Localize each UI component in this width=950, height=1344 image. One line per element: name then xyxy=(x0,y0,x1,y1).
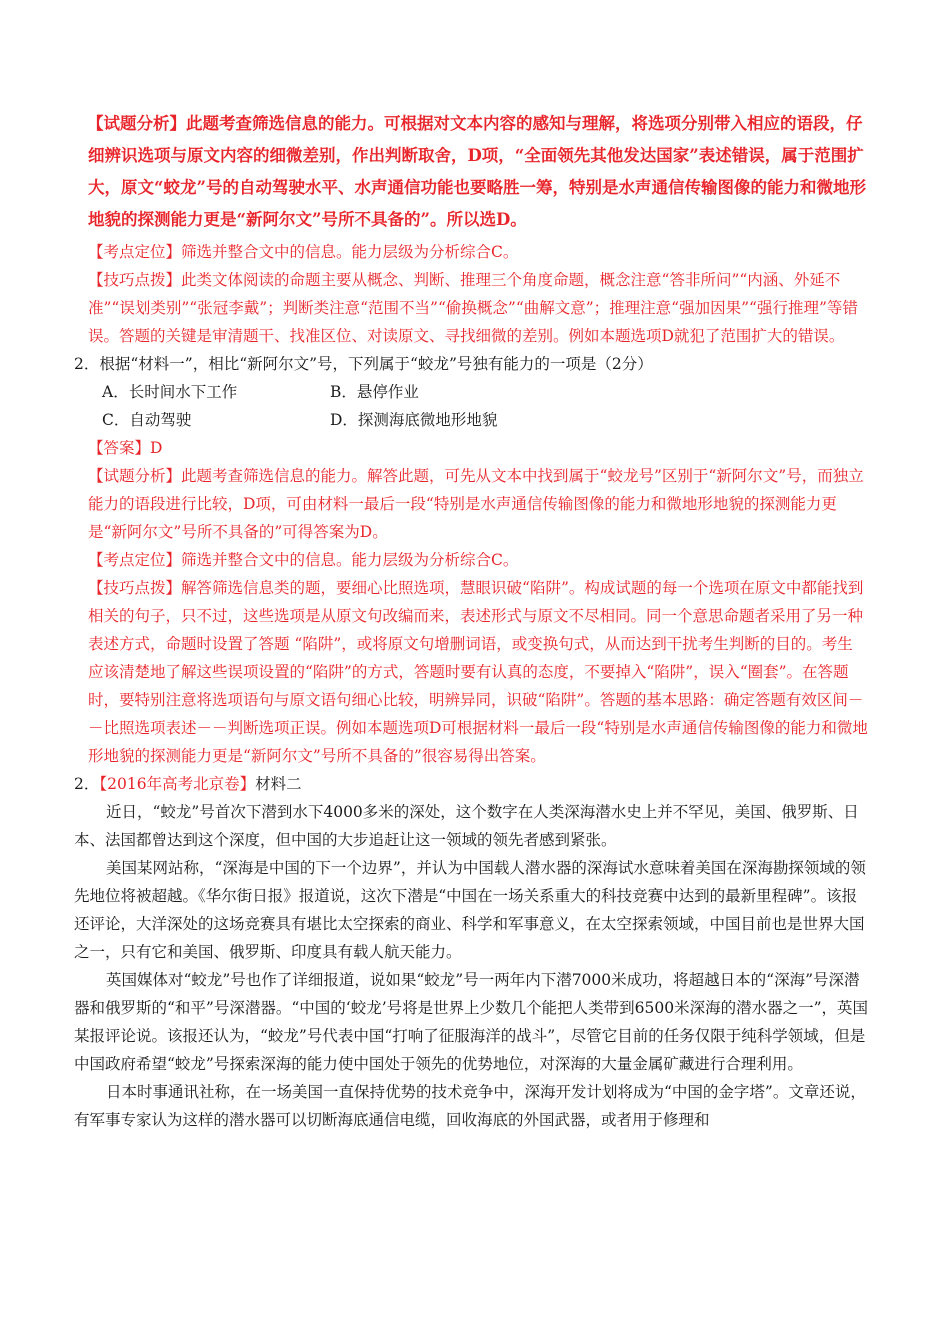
material-paragraph-4: 日本时事通讯社称，在一场美国一直保持优势的技术竞争中，深海开发计划将成为“中国的金字塔”。文章还说，有军事专家认为这样的潜水器可以切断海底通信电缆，回收海底的外国武器，或者用于修理和 xyxy=(74,1083,866,1129)
material-paragraph-3: 英国媒体对“蛟龙”号也作了详细报道，说如果“蛟龙”号一两年内下潜7000米成功，将超越日本的“深海”号深潜器和俄罗斯的“和平”号深潜器。“中国的‘蛟龙’号将是世界上少数几个能把人类带到6500米深海的潜水器之一”，英国某报评论说。该报还认为，“蛟龙”号代表中国“打响了征服海洋的战斗”，尽管它目前的任务仅限于纯科学领域，但是中国政府希望“蛟龙”号探索深海的能力使中国处于领先的优势地位，对深海的大量金属矿藏进行合理利用。 xyxy=(74,971,869,1073)
point-label-1: 【考点定位】 xyxy=(88,243,182,261)
material-paragraph-1: 近日，“蛟龙”号首次下潜到水下4000多米的深处，这个数字在人类深海潜水史上并不罕见，美国、俄罗斯、日本、法国都曾达到这个深度，但中国的大步追赶让这一领域的领先者感到紧张。 xyxy=(74,803,859,849)
analysis-paragraph-2 xyxy=(88,462,868,546)
answer-text: D xyxy=(150,439,163,457)
option-c: C．自动驾驶 xyxy=(102,411,192,429)
point-paragraph-1 xyxy=(88,238,868,266)
point-text-1: 筛选并整合文中的信息。能力层级为分析综合C。 xyxy=(181,243,519,261)
point-text-2: 筛选并整合文中的信息。能力层级为分析综合C。 xyxy=(181,551,519,569)
analysis-text-2: 此题考查筛选信息的能力。解答此题，可先从文本中找到属于“蛟龙号”区别于“新阿尔文”号，而独立能力的语段进行比较，D项，可由材料一最后一段“特别是水声通信传输图像的能力和微地形地貌的探测能力更是“新阿尔文”号所不具备的”可得答案为D。 xyxy=(88,467,864,541)
material-heading-source: 【2016年高考北京卷】 xyxy=(99,775,256,793)
document-page xyxy=(74,108,869,1134)
skill-text-2: 解答筛选信息类的题，要细心比照选项，慧眼识破“陷阱”。构成试题的每一个选项在原文中都能找到相关的句子，只不过，这些选项是从原文句改编而来，表述形式与原文不尽相同。同一个意思命题者采用了另一种表述方式，命题时设置了答题 “陷阱”，或将原文句增删词语，或变换句式，从而达到干扰考生判断的目的。考生应该清楚地了解这些误项设置的“陷阱”的方式，答题时要有认真的态度，不要掉入“陷阱”，误入“圈套”。在答题时，要特别注意将选项语句与原文语句细心比较，明辨异同，识破“陷阱”。答题的基本思路：确定答题有效区间－－比照选项表述－－判断选项正误。例如本题选项D可根据材料一最后一段“特别是水声通信传输图像的能力和微地形地貌的探测能力更是“新阿尔文”号所不具备的”很容易得出答案。 xyxy=(88,579,868,765)
material-paragraph-2: 美国某网站称，“深海是中国的下一个边界”，并认为中国载人潜水器的深海试水意味着美国在深海勘探领域的领先地位将被超越。《华尔街日报》报道说，这次下潜是“中国在一场关系重大的科技竞赛中达到的最新里程碑”。该报还评论，大洋深处的这场竞赛具有堪比太空探索的商业、科学和军事意义，在太空探索领域，中国目前也是世界大国之一，只有它和美国、俄罗斯、印度具有载人航天能力。 xyxy=(74,859,866,961)
options-row-1 xyxy=(102,378,868,406)
answer-label: 【答案】 xyxy=(88,439,151,457)
analysis-paragraph-1 xyxy=(88,108,868,236)
skill-text-1: 此类文体阅读的命题主要从概念、判断、推理三个角度命题，概念注意“答非所问”“内涵、外延不准”“误划类别”“张冠李戴”；判断类注意“范围不当”“偷换概念”“曲解文意”；推理注意“强加因果”“强行推理”等错误。答题的关键是审清题干、找准区位、对读原文、寻找细微的差别。例如本题选项D就犯了范围扩大的错误。 xyxy=(88,271,858,345)
option-a: A．长时间水下工作 xyxy=(102,383,238,401)
analysis-label-2: 【试题分析】 xyxy=(88,467,182,485)
skill-paragraph-1 xyxy=(88,266,868,350)
question-stem: 2．根据“材料一”，相比“新阿尔文”号，下列属于“蛟龙”号独有能力的一项是（2分） xyxy=(74,355,653,373)
analysis-label-1: 【试题分析】 xyxy=(87,114,186,133)
option-b: B．悬停作业 xyxy=(330,383,419,401)
point-paragraph-2 xyxy=(88,546,868,574)
material-heading-title: 材料二 xyxy=(255,775,302,793)
option-d: D．探测海底微地形地貌 xyxy=(330,411,498,429)
skill-label-1: 【技巧点拨】 xyxy=(88,271,182,289)
skill-label-2: 【技巧点拨】 xyxy=(88,579,182,597)
material-heading-number: 2． xyxy=(74,775,100,793)
point-label-2: 【考点定位】 xyxy=(88,551,182,569)
options-row-2 xyxy=(102,406,868,434)
material-heading xyxy=(74,770,868,798)
skill-paragraph-2 xyxy=(88,574,868,770)
answer-paragraph xyxy=(88,434,868,462)
analysis-text-1: 此题考查筛选信息的能力。可根据对文本内容的感知与理解，将选项分别带入相应的语段，仔细辨识选项与原文内容的细微差别，作出判断取舍，D项，“全面领先其他发达国家”表述错误，属于范围扩大，原文“蛟龙”号的自动驾驶水平、水声通信功能也要略胜一筹，特别是水声通信传输图像的能力和微地形地貌的探测能力更是“新阿尔文”号所不具备的”。所以选D。 xyxy=(88,114,866,229)
